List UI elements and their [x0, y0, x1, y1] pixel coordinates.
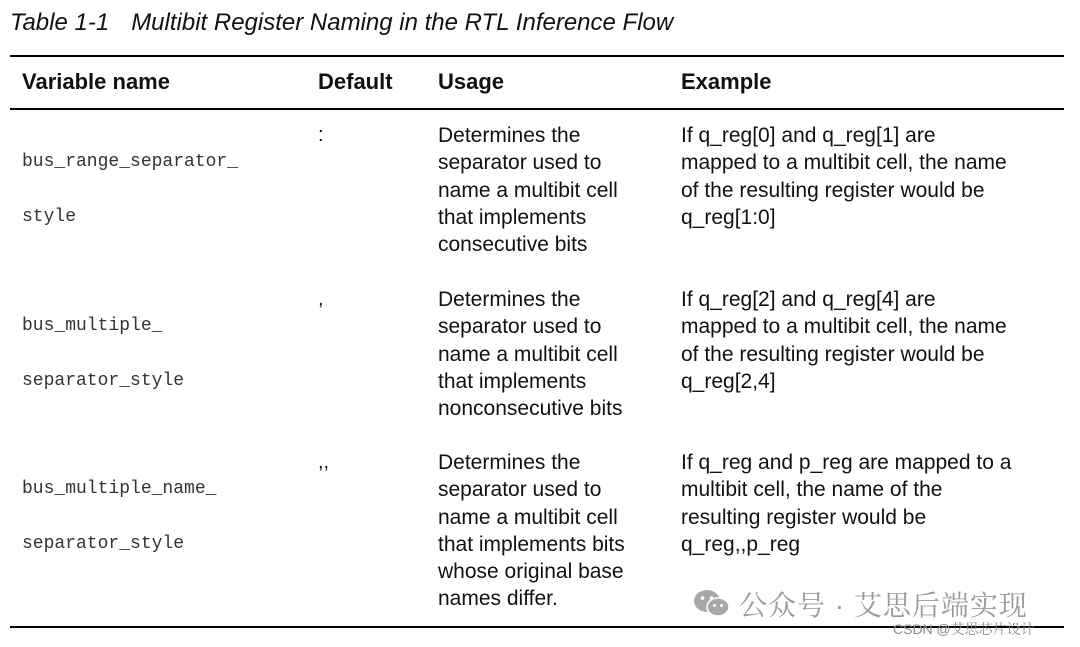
usage-line: separator used to — [438, 478, 602, 502]
usage-line: that implements — [438, 205, 587, 229]
header-variable-name: Variable name — [22, 69, 170, 94]
table-caption — [10, 6, 673, 40]
usage-line: separator used to — [438, 315, 602, 339]
variable-line: separator_style — [22, 533, 185, 554]
example-line: of the resulting register would be — [681, 178, 985, 202]
example-line: q_reg[1:0] — [681, 205, 776, 229]
usage-line: that implements bits — [438, 532, 625, 556]
example-line: If q_reg[0] and q_reg[1] are — [681, 124, 936, 147]
variable-line: bus_multiple_name_ — [22, 479, 217, 500]
example-line: If q_reg and p_reg are mapped to a — [681, 451, 1012, 474]
variable-line: bus_multiple_ — [22, 316, 163, 337]
table-row-2-example — [681, 286, 1051, 395]
example-line: of the resulting register would be — [681, 342, 985, 366]
header-default: Default — [318, 69, 393, 94]
table-row-2-variable — [22, 286, 302, 422]
table-title: Multibit Register Naming in the RTL Inference Flow — [131, 9, 674, 36]
watermark — [693, 584, 1028, 624]
table-number: Table 1-1 — [10, 9, 110, 36]
header-rule — [10, 108, 1064, 110]
table-row-2-default: , — [318, 288, 324, 310]
usage-line: that implements — [438, 369, 587, 393]
table-row-1-example — [681, 122, 1051, 231]
usage-line: names differ. — [438, 587, 558, 611]
table-row-1-default: : — [318, 124, 324, 146]
example-line: resulting register would be — [681, 505, 927, 529]
variable-line: separator_style — [22, 370, 185, 391]
top-rule — [10, 55, 1064, 57]
usage-line: separator used to — [438, 151, 602, 175]
example-line: mapped to a multibit cell, the name — [681, 315, 1007, 339]
header-usage: Usage — [438, 69, 505, 94]
example-line: multibit cell, the name of the — [681, 478, 943, 502]
table-row-1-variable — [22, 122, 302, 258]
table-row-1-usage — [438, 122, 668, 258]
watermark-text: 公众号 · 艾思后端实现 — [739, 590, 1028, 621]
table-row-3-variable — [22, 449, 302, 585]
usage-line: Determines the — [438, 288, 581, 311]
example-line: If q_reg[2] and q_reg[4] are — [681, 288, 936, 311]
table-row-3-default: ,, — [318, 451, 330, 473]
table-row-3-usage — [438, 449, 668, 613]
table-row-3-example — [681, 449, 1051, 558]
usage-line: name a multibit cell — [438, 178, 618, 202]
wechat-icon — [693, 588, 731, 620]
usage-line: name a multibit cell — [438, 505, 618, 529]
header-example: Example — [681, 69, 772, 94]
usage-line: Determines the — [438, 451, 581, 474]
csdn-watermark: CSDN @艾思芯片设计 — [893, 621, 1035, 637]
usage-line: nonconsecutive bits — [438, 397, 623, 421]
usage-line: name a multibit cell — [438, 342, 618, 366]
table-row-2-usage — [438, 286, 668, 422]
example-line: q_reg,,p_reg — [681, 532, 801, 556]
usage-line: consecutive bits — [438, 233, 588, 257]
example-line: q_reg[2,4] — [681, 369, 776, 393]
usage-line: Determines the — [438, 124, 581, 147]
variable-line: style — [22, 206, 77, 227]
usage-line: whose original base — [438, 560, 624, 584]
variable-line: bus_range_separator_ — [22, 152, 239, 173]
example-line: mapped to a multibit cell, the name — [681, 151, 1007, 175]
